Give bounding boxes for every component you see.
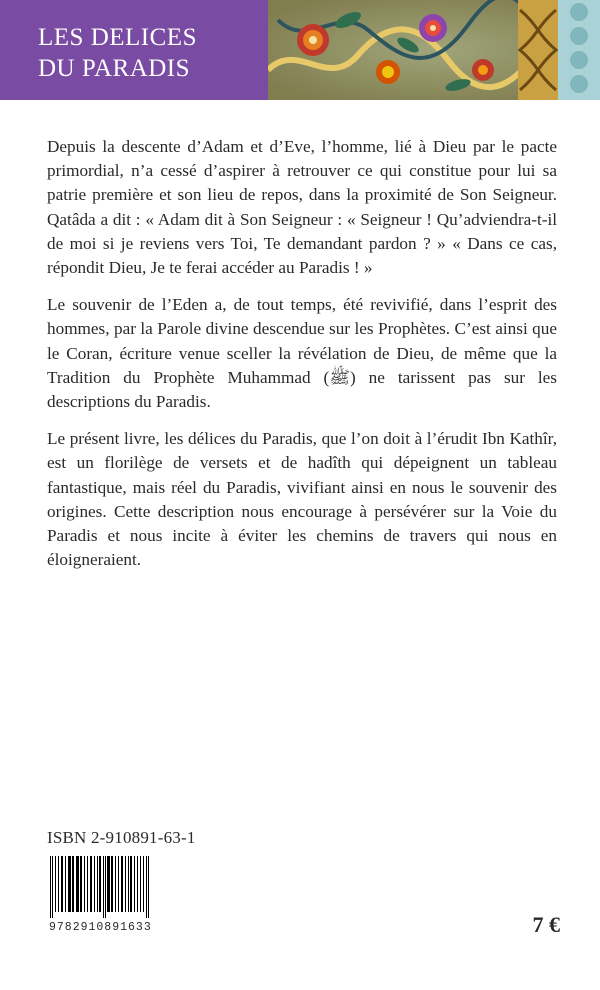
barcode-bar [58,856,59,912]
barcode-bar [118,856,119,912]
barcode-bar [80,856,82,912]
paragraph-2: Le souvenir de l’Eden a, de tout temps, été revivifié, dans l’esprit des hommes, par la Parole divine descendue sur les Prophètes. C’est ainsi que le Coran, écriture venue sceller la révélation de Dieu, de même que la Tradition du Prophète Muhammad (ﷺ) ne tarissent pas sur les descriptions du Paradis. [47,295,557,412]
barcode-bar [55,856,56,912]
barcode-bar [65,856,66,912]
barcode-bar [72,856,74,912]
paragraph-3: Le présent livre, les délices du Paradis, que l’on doit à l’érudit Ibn Kathîr, est un florilège de versets et de hadîth qui dépeignent un tableau fantastique, mais réel du Paradis, vivifiant ainsi en nous le souvenir des origines. Cette description nous encourage à persévérer sur la Voie du Paradis et nous incite à éviter les chemins de travers qui nous en éloigneraient. [47,429,557,570]
back-cover-text [47,135,557,585]
barcode-bar [99,856,101,912]
barcode-bar [61,856,63,912]
barcode-digits: 9782910891633 [49,921,152,934]
barcode-bar [76,856,79,912]
barcode-bar [68,856,71,912]
header-banner [0,0,600,100]
barcode [48,856,200,922]
barcode-bar [140,856,141,912]
barcode-bar [146,856,147,918]
isbn-number: ISBN 2-910891-63-1 [47,828,196,847]
barcode-bar [52,856,53,918]
barcode-bar [121,856,123,912]
barcode-bar [50,856,51,918]
barcode-bar [137,856,138,912]
book-title-line-2: DU PARADIS [38,55,191,82]
barcode-bar [148,856,149,918]
barcode-bar [103,856,104,918]
barcode-bar [105,856,106,918]
barcode-bar [97,856,98,912]
barcode-bar [125,856,126,912]
barcode-bar [107,856,110,912]
barcode-bar [130,856,132,912]
barcode-bar [84,856,85,912]
book-title [38,22,197,84]
barcode-bar [143,856,144,912]
barcode-bar [128,856,129,912]
barcode-bar [94,856,95,912]
barcode-bar [90,856,92,912]
barcode-bar [111,856,113,912]
barcode-bar [87,856,88,912]
barcode-bar [115,856,116,912]
barcode-bar [134,856,135,912]
book-title-line-1: LES DELICES [38,24,197,51]
arabesque-ornament-icon [268,0,600,100]
price-label: 7 € [532,912,560,937]
paragraph-1: Depuis la descente d’Adam et d’Eve, l’homme, lié à Dieu par le pacte primordial, n’a cessé d’aspirer à retrouver ce qui constitue pour lui sa patrie première et son lieu de repos, dans la proximité de Son Seigneur. Qatâda a dit : « Adam dit à Son Seigneur : « Seigneur ! Qu’adviendra-t-il de moi si je reviens vers Toi, Te demandant pardon ? » « Dans ce cas, répondit Dieu, Je te ferai accéder au Paradis ! » [47,137,557,278]
